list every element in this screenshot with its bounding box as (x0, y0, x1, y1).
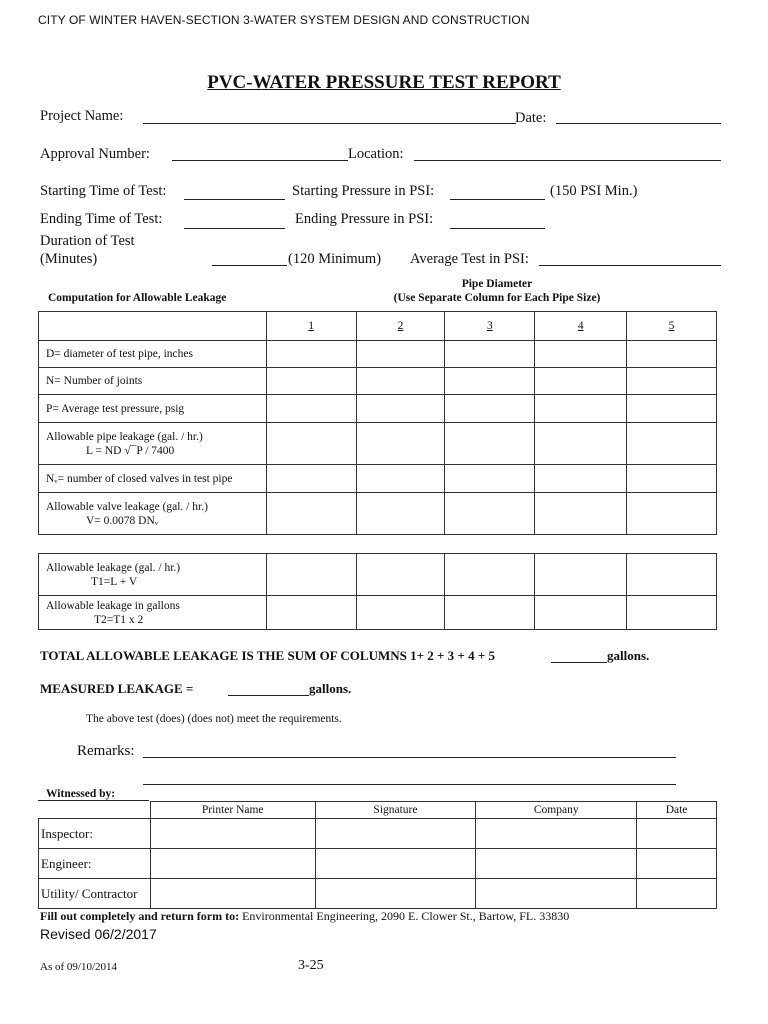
table-row (39, 493, 717, 535)
starting-pressure-label: Starting Pressure in PSI: (292, 183, 435, 199)
total-gallons-unit: gallons. (607, 648, 650, 663)
remarks-label: Remarks: (77, 743, 135, 759)
input-cell[interactable] (315, 879, 476, 909)
page-title: PVC-WATER PRESSURE TEST REPORT (207, 72, 561, 93)
requirement-statement: The above test (does) (does not) meet the requirements. (86, 713, 342, 725)
input-cell[interactable] (445, 493, 535, 535)
input-cell[interactable] (266, 554, 356, 596)
table-row (39, 395, 717, 423)
input-cell[interactable] (535, 395, 627, 423)
input-cell[interactable] (266, 596, 356, 630)
input-cell[interactable] (535, 465, 627, 493)
row-label-valve-leakage (39, 493, 267, 535)
row-label-inspector: Inspector: (39, 819, 151, 849)
starting-pressure-note: (150 PSI Min.) (550, 183, 638, 199)
column-header-5: 5 (627, 312, 717, 341)
input-cell[interactable] (266, 493, 356, 535)
input-cell[interactable] (627, 423, 717, 465)
input-cell[interactable] (150, 849, 315, 879)
computation-heading: Computation for Allowable Leakage (48, 292, 227, 304)
input-cell[interactable] (445, 395, 535, 423)
input-cell[interactable] (535, 596, 627, 630)
totals-table (38, 553, 717, 630)
remarks-field-line1[interactable] (143, 757, 676, 758)
input-cell[interactable] (266, 465, 356, 493)
input-cell[interactable] (445, 341, 535, 368)
ending-time-field[interactable] (184, 228, 285, 229)
input-cell[interactable] (356, 341, 445, 368)
project-name-label: Project Name: (40, 108, 124, 124)
input-cell[interactable] (535, 423, 627, 465)
pipe-diameter-heading: Pipe Diameter (461, 278, 533, 290)
as-of-date: As of 09/10/2014 (40, 961, 117, 973)
input-cell[interactable] (315, 819, 476, 849)
input-cell[interactable] (150, 819, 315, 849)
ending-pressure-field[interactable] (450, 228, 545, 229)
t1-label: Allowable leakage (gal. / hr.) (46, 561, 181, 574)
duration-label-line2: (Minutes) (40, 251, 98, 267)
column-signature: Signature (315, 802, 476, 819)
input-cell[interactable] (150, 879, 315, 909)
location-field[interactable] (414, 160, 721, 161)
witnessed-heading: Witnessed by: (46, 788, 116, 800)
witness-row-inspector (39, 819, 717, 849)
witness-header-empty (39, 802, 151, 819)
computation-table (38, 311, 717, 535)
input-cell[interactable] (266, 368, 356, 395)
project-name-field[interactable] (143, 123, 516, 124)
average-test-label: Average Test in PSI: (410, 251, 529, 267)
location-label: Location: (348, 146, 404, 162)
row-label-pressure: P= Average test pressure, psig (39, 395, 267, 423)
row-label-pipe-leakage (39, 423, 267, 465)
column-header-1: 1 (266, 312, 356, 341)
input-cell[interactable] (445, 368, 535, 395)
row-label-joints: N= Number of joints (39, 368, 267, 395)
pipe-leakage-label: Allowable pipe leakage (gal. / hr.) (46, 430, 203, 443)
table-row (39, 423, 717, 465)
input-cell[interactable] (266, 341, 356, 368)
input-cell[interactable] (445, 465, 535, 493)
input-cell[interactable] (637, 879, 717, 909)
witness-row-contractor (39, 879, 717, 909)
input-cell[interactable] (627, 554, 717, 596)
column-header-empty (39, 312, 267, 341)
input-cell[interactable] (476, 879, 637, 909)
input-cell[interactable] (266, 423, 356, 465)
row-label-contractor: Utility/ Contractor (39, 879, 151, 909)
return-address: Environmental Engineering, 2090 E. Clower St., Bartow, FL. 33830 (239, 909, 570, 923)
input-cell[interactable] (356, 368, 445, 395)
input-cell[interactable] (356, 465, 445, 493)
total-allowable-statement: TOTAL ALLOWABLE LEAKAGE IS THE SUM OF COLUMNS 1+ 2 + 3 + 4 + 5 (40, 648, 495, 663)
input-cell[interactable] (535, 493, 627, 535)
input-cell[interactable] (627, 341, 717, 368)
input-cell[interactable] (627, 493, 717, 535)
t1-formula: T1=L + V (91, 575, 138, 588)
column-date: Date (637, 802, 717, 819)
input-cell[interactable] (356, 395, 445, 423)
input-cell[interactable] (445, 596, 535, 630)
table-row (39, 465, 717, 493)
witness-header-row (39, 802, 717, 819)
input-cell[interactable] (445, 423, 535, 465)
column-header-row (39, 312, 717, 341)
table-row (39, 368, 717, 395)
ending-pressure-label: Ending Pressure in PSI: (295, 211, 434, 227)
row-label-engineer: Engineer: (39, 849, 151, 879)
input-cell[interactable] (627, 465, 717, 493)
return-instructions (40, 909, 569, 924)
approval-number-field[interactable] (172, 160, 348, 161)
table-row (39, 596, 717, 630)
valve-leakage-label: Allowable valve leakage (gal. / hr.) (46, 500, 208, 513)
input-cell[interactable] (445, 554, 535, 596)
input-cell[interactable] (627, 395, 717, 423)
row-label-diameter: D= diameter of test pipe, inches (39, 341, 267, 368)
date-field[interactable] (556, 123, 721, 124)
table-row (39, 341, 717, 368)
witness-table (38, 801, 717, 909)
revised-date: Revised 06/2/2017 (40, 926, 157, 942)
valve-leakage-formula: V= 0.0078 DNᵥ (86, 514, 159, 527)
column-header-2: 2 (356, 312, 445, 341)
duration-label-line1: Duration of Test (40, 233, 135, 249)
measured-gallons-unit: gallons. (309, 681, 352, 696)
input-cell[interactable] (637, 819, 717, 849)
input-cell[interactable] (535, 341, 627, 368)
duration-field[interactable] (212, 265, 287, 266)
row-label-closed-valves: Nᵥ= number of closed valves in test pipe (39, 465, 267, 493)
input-cell[interactable] (535, 554, 627, 596)
document-header: CITY OF WINTER HAVEN-SECTION 3-WATER SYSTEM DESIGN AND CONSTRUCTION (38, 13, 530, 27)
total-gallons-field[interactable] (551, 662, 607, 663)
pipe-leakage-formula: L = ND √¯P / 7400 (86, 444, 175, 457)
input-cell[interactable] (266, 395, 356, 423)
page-number: 3-25 (298, 958, 324, 973)
input-cell[interactable] (637, 849, 717, 879)
table-row (39, 554, 717, 596)
average-test-field[interactable] (539, 265, 721, 266)
duration-note: (120 Minimum) (288, 251, 382, 267)
starting-pressure-field[interactable] (450, 199, 545, 200)
input-cell[interactable] (356, 423, 445, 465)
approval-number-label: Approval Number: (40, 146, 150, 162)
input-cell[interactable] (535, 368, 627, 395)
input-cell[interactable] (627, 596, 717, 630)
t2-formula: T2=T1 x 2 (94, 613, 144, 626)
starting-time-label: Starting Time of Test: (40, 183, 167, 199)
input-cell[interactable] (356, 493, 445, 535)
ending-time-label: Ending Time of Test: (40, 211, 163, 227)
input-cell[interactable] (476, 819, 637, 849)
date-label: Date: (515, 110, 547, 126)
column-company: Company (476, 802, 637, 819)
input-cell[interactable] (627, 368, 717, 395)
return-instructions-lead: Fill out completely and return form to: (40, 909, 240, 923)
witness-row-engineer (39, 849, 717, 879)
pipe-diameter-subheading: (Use Separate Column for Each Pipe Size) (393, 292, 601, 304)
starting-time-field[interactable] (184, 199, 285, 200)
column-printer-name: Printer Name (150, 802, 315, 819)
column-header-4: 4 (535, 312, 627, 341)
row-label-t2 (39, 596, 267, 630)
t2-label: Allowable leakage in gallons (46, 599, 180, 612)
input-cell[interactable] (315, 849, 476, 879)
input-cell[interactable] (356, 596, 445, 630)
input-cell[interactable] (476, 849, 637, 879)
remarks-field-line2[interactable] (143, 784, 676, 785)
measured-leakage-label: MEASURED LEAKAGE = (40, 681, 194, 696)
input-cell[interactable] (356, 554, 445, 596)
column-header-3: 3 (445, 312, 535, 341)
row-label-t1 (39, 554, 267, 596)
measured-leakage-field[interactable] (228, 695, 309, 696)
